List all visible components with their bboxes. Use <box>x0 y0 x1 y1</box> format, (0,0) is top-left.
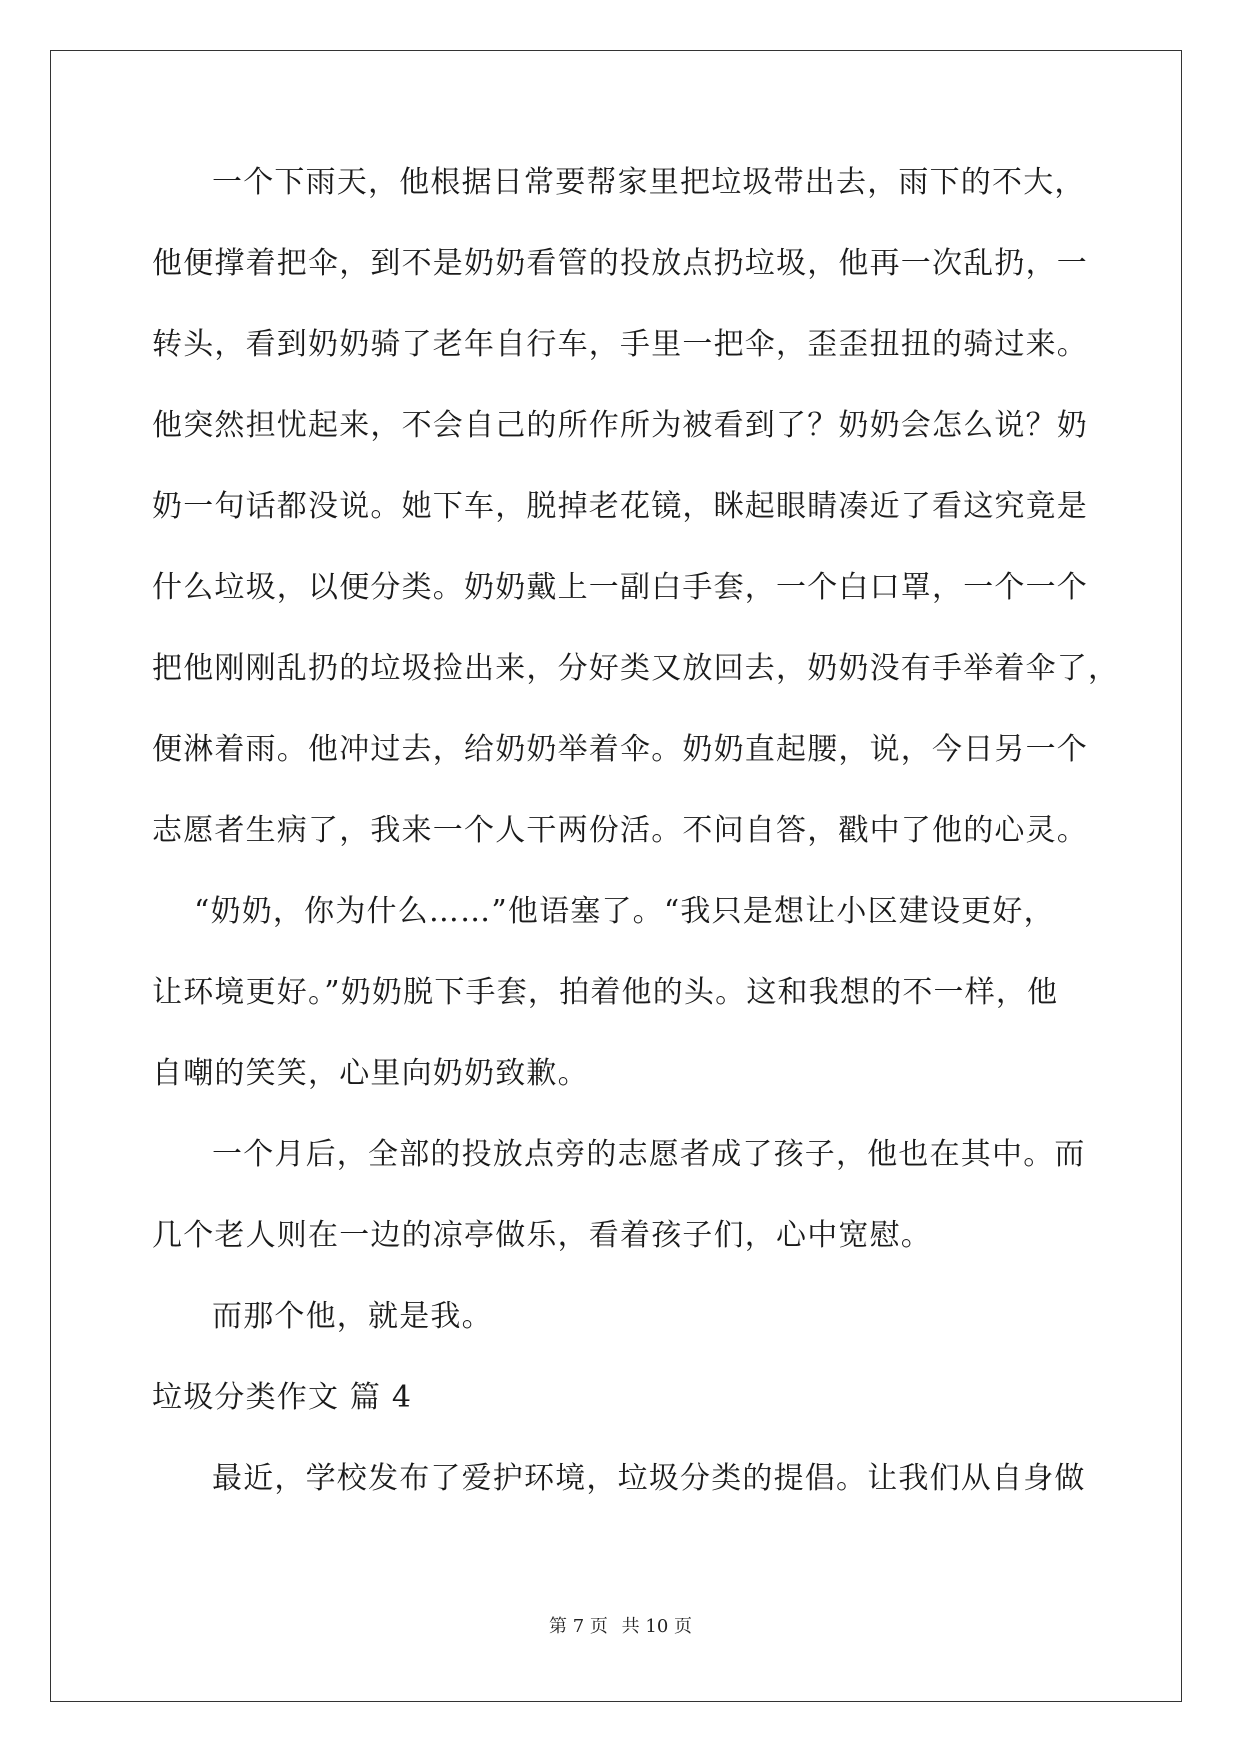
paragraph-line: 他突然担忧起来，不会自己的所作所为被看到了？奶奶会怎么说？奶 <box>152 408 1088 443</box>
paragraph-line: 他便撑着把伞，到不是奶奶看管的投放点扔垃圾，他再一次乱扔，一 <box>152 246 1088 281</box>
paragraph-line: 把他刚刚乱扔的垃圾捡出来，分好类又放回去，奶奶没有手举着伞了， <box>152 651 1120 686</box>
section-heading: 垃圾分类作文 篇 4 <box>152 1380 413 1415</box>
page-total: 共 10 页 <box>621 1616 692 1637</box>
paragraph-line: 一个下雨天，他根据日常要帮家里把垃圾带出去，雨下的不大， <box>212 165 1086 200</box>
paragraph-line: 而那个他，就是我。 <box>212 1299 493 1334</box>
paragraph-line: “奶奶，你为什么……”他语塞了。“我只是想让小区建设更好， <box>194 894 1055 929</box>
paragraph-line: 奶一句话都没说。她下车，脱掉老花镜，眯起眼睛凑近了看这究竟是 <box>152 489 1088 524</box>
paragraph-line: 什么垃圾，以便分类。奶奶戴上一副白手套，一个白口罩，一个一个 <box>152 570 1088 605</box>
page-number: 第 7 页 <box>549 1616 608 1637</box>
paragraph-line: 一个月后，全部的投放点旁的志愿者成了孩子，他也在其中。而 <box>212 1137 1086 1172</box>
document-body <box>152 163 1120 1540</box>
paragraph-line: 自嘲的笑笑，心里向奶奶致歉。 <box>152 1056 589 1091</box>
paragraph-line: 几个老人则在一边的凉亭做乐，看着孩子们，心中宽慰。 <box>152 1218 932 1253</box>
paragraph-line: 让环境更好。”奶奶脱下手套，拍着他的头。这和我想的不一样，他 <box>152 975 1059 1010</box>
page-footer <box>0 1612 1241 1638</box>
paragraph-line: 转头，看到奶奶骑了老年自行车，手里一把伞，歪歪扭扭的骑过来。 <box>152 327 1088 362</box>
paragraph-line: 最近，学校发布了爱护环境，垃圾分类的提倡。让我们从自身做 <box>212 1461 1086 1496</box>
paragraph-line: 志愿者生病了，我来一个人干两份活。不问自答，戳中了他的心灵。 <box>152 813 1088 848</box>
paragraph-line: 便淋着雨。他冲过去，给奶奶举着伞。奶奶直起腰，说，今日另一个 <box>152 732 1088 767</box>
